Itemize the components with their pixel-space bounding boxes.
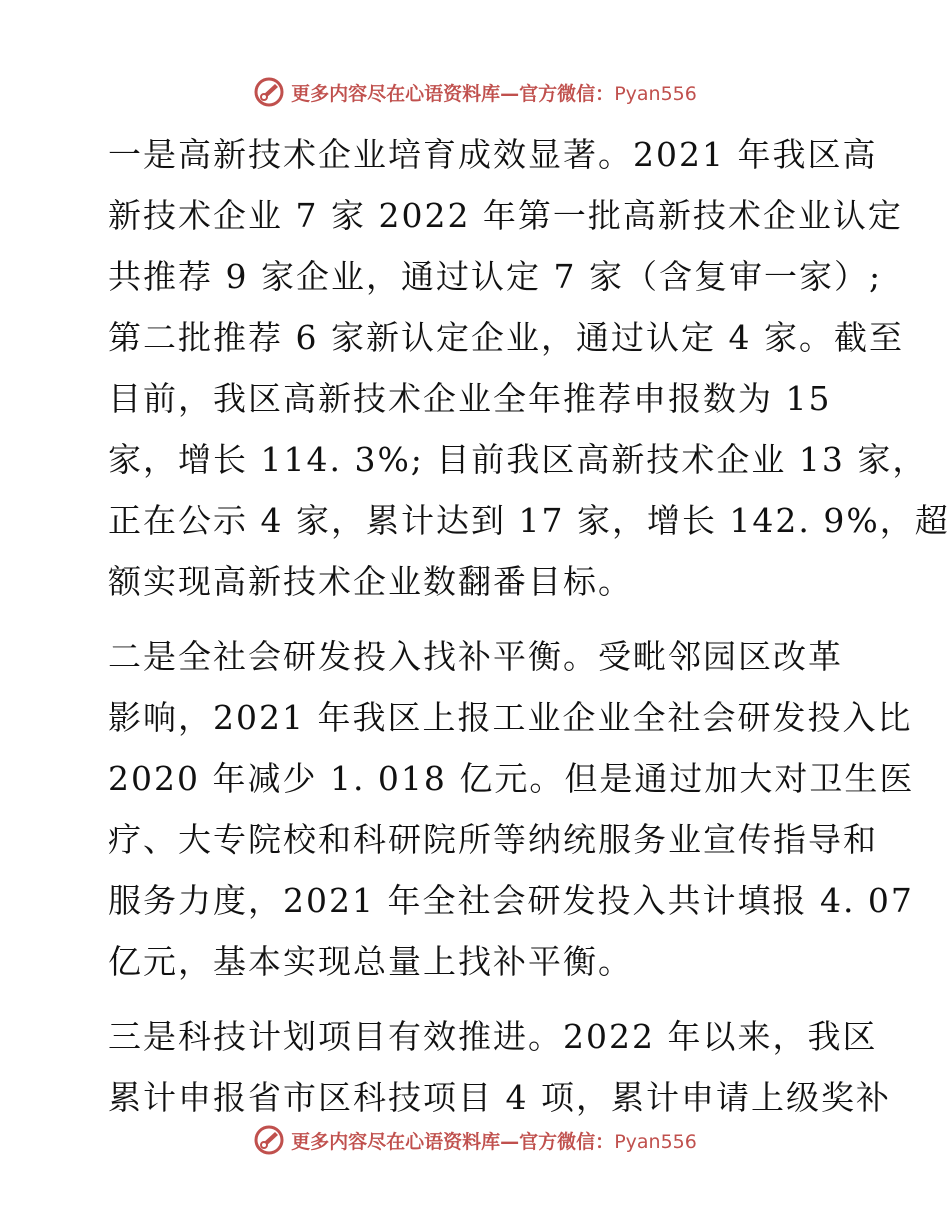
watermark-text: 更多内容尽在心语资料库—官方微信：Pyan556 — [291, 1130, 697, 1153]
text-line: 二是全社会研发投入找补平衡。受毗邻园区改革 — [108, 637, 843, 676]
paragraph-3 — [98, 1006, 891, 1128]
text-line: 三是科技计划项目有效推进。2022 年以来，我区 — [108, 1017, 878, 1056]
text-line: 一是高新技术企业培育成效显著。2021 年我区高 — [108, 135, 878, 174]
document-body — [98, 124, 950, 1128]
text-line: 家，增长 114. 3%; 目前我区高新技术企业 13 家， — [108, 440, 928, 479]
text-line: 正在公示 4 家，累计达到 17 家，增长 142. 9%，超 — [108, 501, 950, 540]
paragraph-1 — [98, 124, 950, 612]
text-line: 共推荐 9 家企业，通过认定 7 家（含复审一家）; — [108, 257, 883, 296]
watermark-footer — [0, 1120, 950, 1160]
text-line: 额实现高新技术企业数翻番目标。 — [108, 562, 633, 601]
text-line: 疗、大专院校和科研院所等纳统服务业宣传指导和 — [108, 820, 878, 859]
text-line: 目前，我区高新技术企业全年推荐申报数为 15 — [108, 379, 832, 418]
text-line: 第二批推荐 6 家新认定企业，通过认定 4 家。截至 — [108, 318, 904, 357]
text-line: 新技术企业 7 家 2022 年第一批高新技术企业认定 — [108, 196, 903, 235]
text-line: 影响，2021 年我区上报工业企业全社会研发投入比 — [108, 698, 913, 737]
text-line: 2020 年减少 1. 018 亿元。但是通过加大对卫生医 — [108, 759, 915, 798]
logo-icon — [253, 76, 285, 108]
logo-icon — [253, 1124, 285, 1156]
text-line: 累计申报省市区科技项目 4 项，累计申请上级奖补 — [108, 1078, 891, 1117]
watermark-header — [0, 72, 950, 112]
text-line: 服务力度，2021 年全社会研发投入共计填报 4. 07 — [108, 881, 914, 920]
paragraph-2 — [98, 626, 915, 992]
watermark-text: 更多内容尽在心语资料库—官方微信：Pyan556 — [291, 82, 697, 105]
text-line: 亿元，基本实现总量上找补平衡。 — [108, 942, 633, 981]
